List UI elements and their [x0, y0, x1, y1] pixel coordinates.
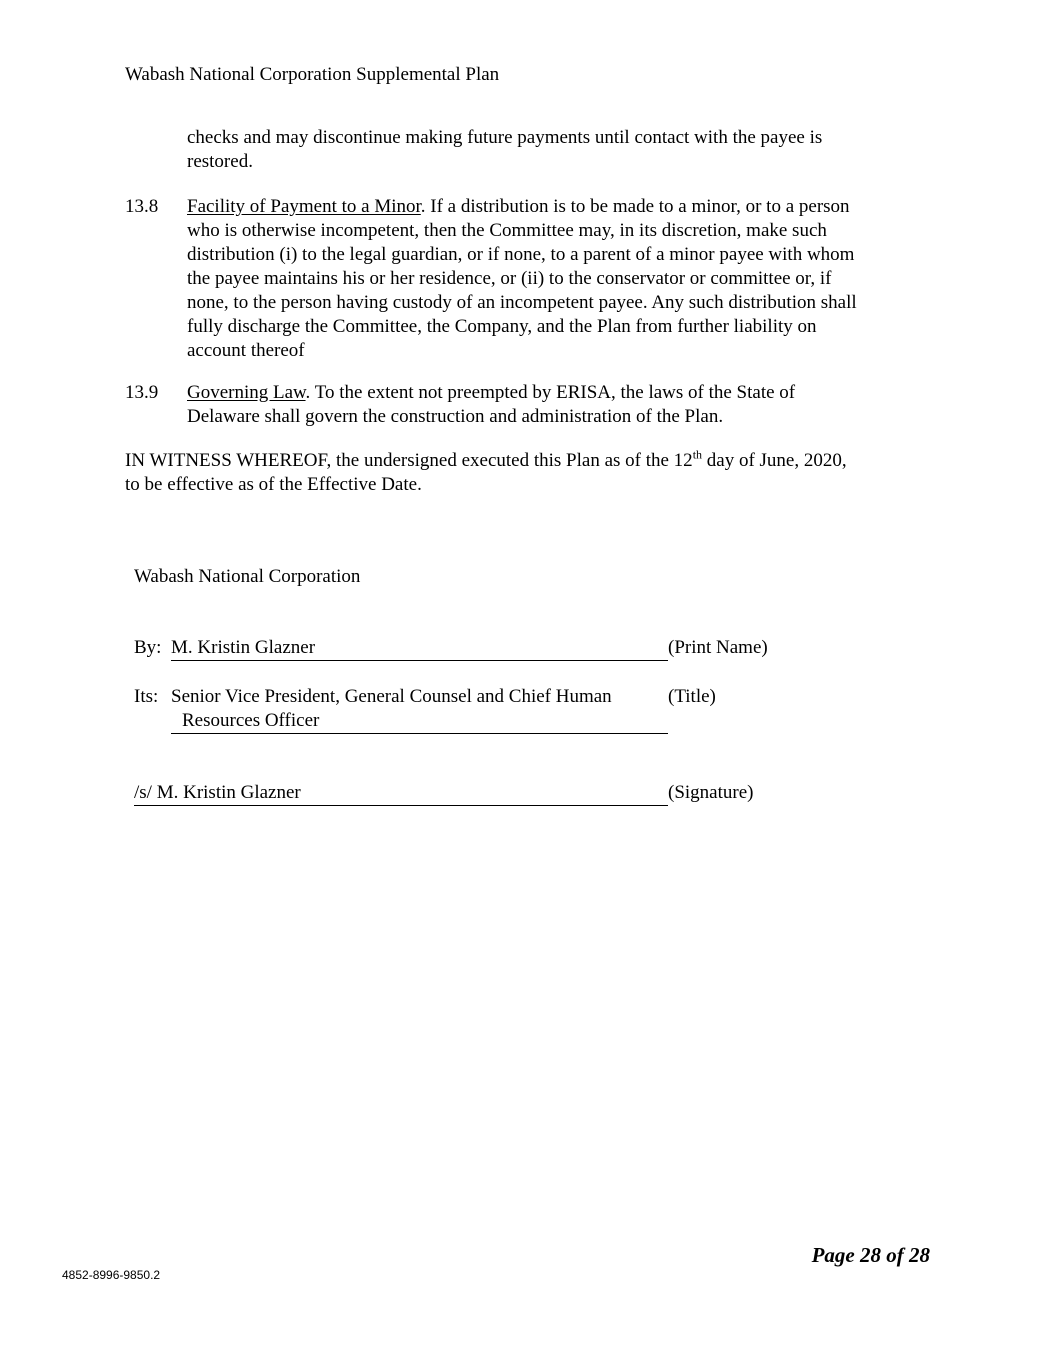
title-value-line1: Senior Vice President, General Counsel and Chief Human [171, 686, 612, 707]
signature-value: /s/ M. Kristin Glazner [134, 782, 301, 803]
title-line [171, 709, 668, 734]
title-value-line2: Resources Officer [182, 710, 320, 731]
signature-caption: (Signature) [668, 782, 754, 803]
signature-line [134, 781, 668, 806]
section-number: 13.8 [125, 196, 159, 217]
witness-paragraph [125, 449, 925, 497]
section-line: none, to the person having custody of an incompetent payee. Any such distribution shall [187, 292, 857, 313]
title-caption: (Title) [668, 686, 716, 707]
section-line: account thereof [187, 340, 305, 361]
section-line: distribution (i) to the legal guardian, or if none, to a parent of a minor payee with whom [187, 244, 855, 265]
document-id: 4852-8996-9850.2 [62, 1268, 161, 1282]
section-line: who is otherwise incompetent, then the Committee may, in its discretion, make such [187, 220, 827, 241]
its-label: Its: [134, 686, 159, 707]
section-line: the payee maintains his or her residence, or (ii) to the conservator or committee or, if [187, 268, 832, 289]
section-line [187, 195, 932, 219]
continuation-line: checks and may discontinue making future payments until contact with the payee is [187, 127, 823, 148]
by-label: By: [134, 637, 162, 658]
section-number: 13.9 [125, 382, 159, 403]
signatory-company: Wabash National Corporation [134, 566, 361, 587]
page-number: Page 28 of 28 [811, 1243, 930, 1267]
section-line: Delaware shall govern the construction and administration of the Plan. [187, 406, 724, 427]
section-13-9-body [187, 381, 932, 429]
witness-line [125, 449, 925, 473]
print-name-value: M. Kristin Glazner [171, 637, 316, 658]
continuation-paragraph [187, 126, 932, 174]
section-heading: Governing Law [187, 382, 306, 403]
section-heading: Facility of Payment to a Minor [187, 196, 421, 217]
ordinal-suffix: th [692, 447, 703, 462]
section-line: fully discharge the Committee, the Company, and the Plan from further liability on [187, 316, 817, 337]
print-name-line [171, 636, 668, 661]
witness-line: to be effective as of the Effective Date. [125, 474, 422, 495]
section-13-8-body [187, 195, 932, 363]
section-line [187, 381, 932, 405]
print-name-caption: (Print Name) [668, 637, 768, 658]
section-text: . To the extent not preempted by ERISA, the laws of the State of [305, 382, 796, 403]
section-text: . If a distribution is to be made to a minor, or to a person [420, 196, 850, 217]
continuation-line: restored. [187, 151, 253, 172]
document-header-title: Wabash National Corporation Supplemental Plan [125, 64, 500, 85]
witness-text: day of June, 2020, [702, 450, 847, 471]
witness-text: IN WITNESS WHEREOF, the undersigned executed this Plan as of the 12 [125, 450, 693, 471]
